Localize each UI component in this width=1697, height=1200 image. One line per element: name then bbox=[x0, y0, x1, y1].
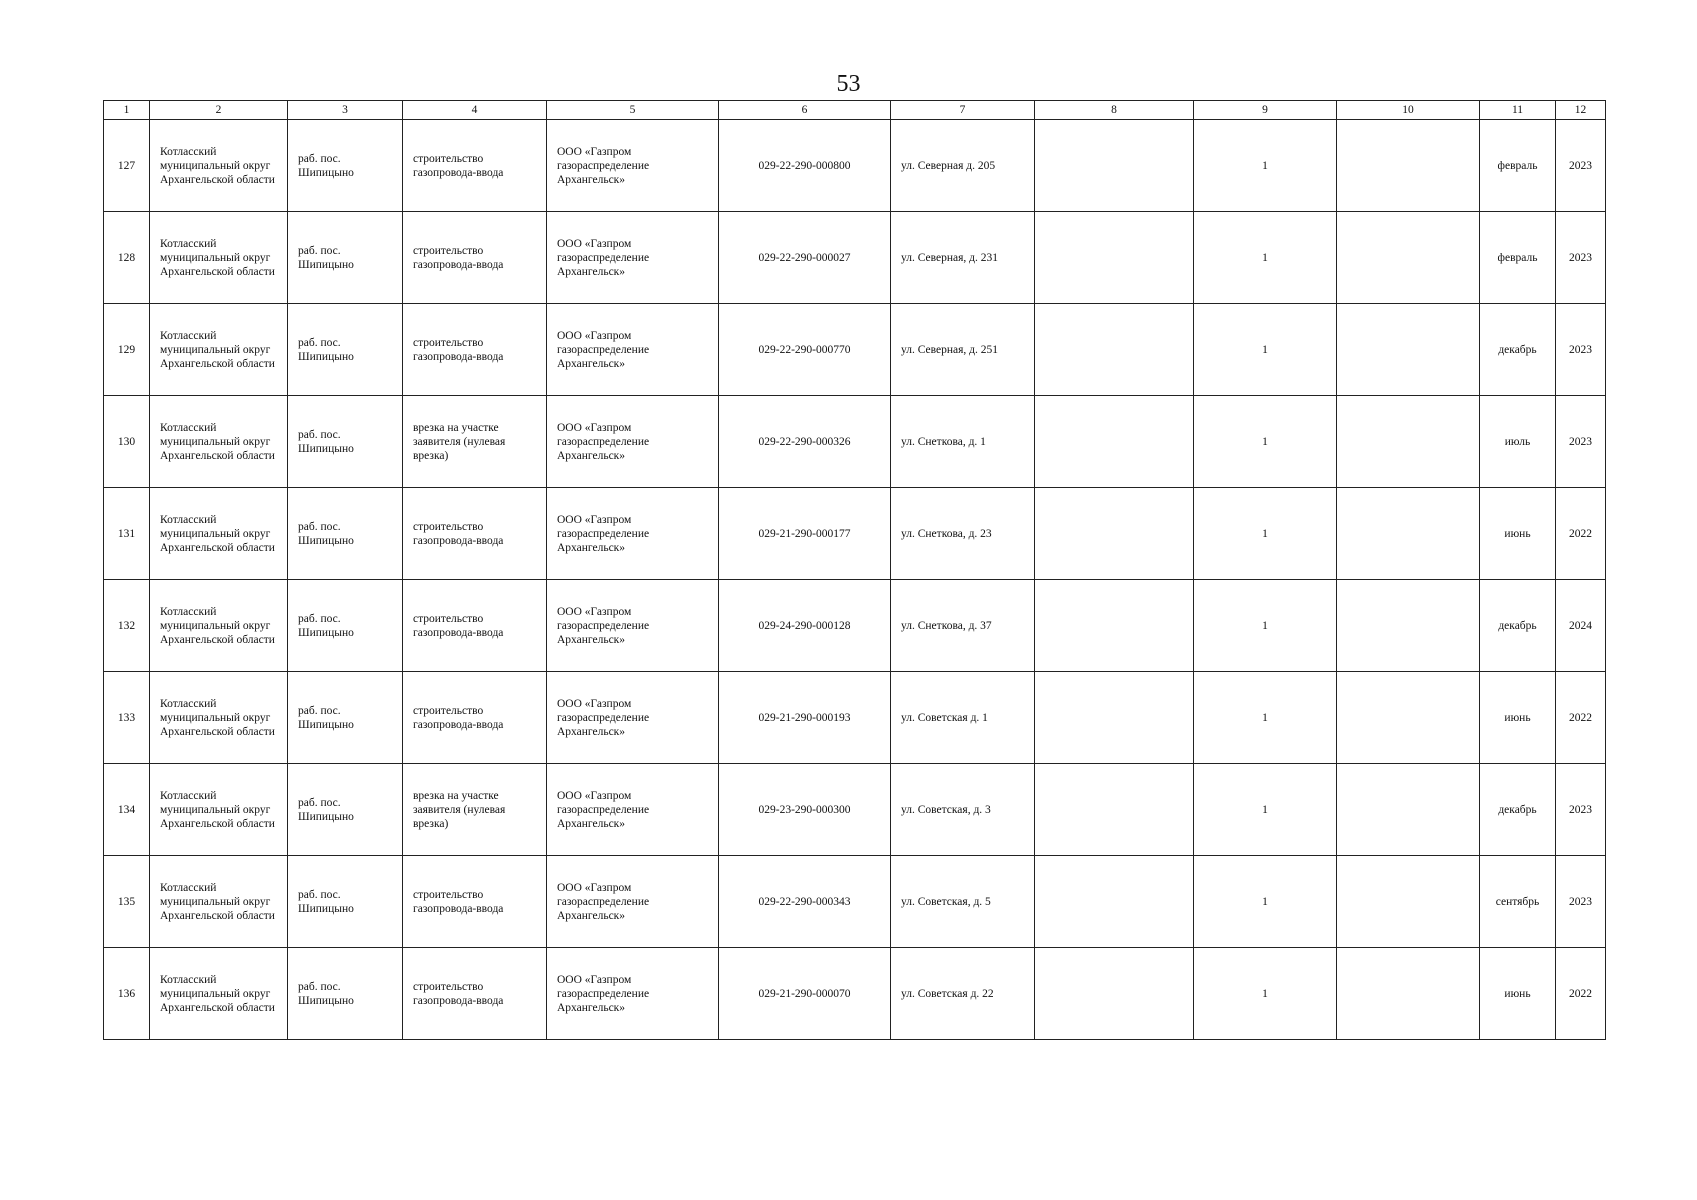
table-row bbox=[104, 396, 1606, 488]
row-number-cell: 128 bbox=[104, 212, 150, 304]
year-cell: 2023 bbox=[1556, 212, 1606, 304]
column-header: 10 bbox=[1337, 101, 1480, 120]
column-10-cell bbox=[1337, 120, 1480, 212]
column-header: 4 bbox=[403, 101, 547, 120]
application-code-cell: 029-22-290-000326 bbox=[719, 396, 891, 488]
count-cell: 1 bbox=[1194, 304, 1337, 396]
locality-cell: раб. пос. Шипицыно bbox=[288, 120, 403, 212]
column-header: 6 bbox=[719, 101, 891, 120]
district-cell: Котласский муниципальный округ Архангельской области bbox=[150, 580, 288, 672]
column-8-cell bbox=[1035, 488, 1194, 580]
work-type-cell: строительство газопровода-ввода bbox=[403, 488, 547, 580]
organization-cell: ООО «Газпром газораспределение Архангельск» bbox=[547, 856, 719, 948]
address-cell: ул. Советская, д. 5 bbox=[891, 856, 1035, 948]
application-code-cell: 029-23-290-000300 bbox=[719, 764, 891, 856]
row-number-cell: 130 bbox=[104, 396, 150, 488]
row-number-cell: 131 bbox=[104, 488, 150, 580]
application-code-cell: 029-22-290-000800 bbox=[719, 120, 891, 212]
month-cell: сентябрь bbox=[1480, 856, 1556, 948]
work-type-cell: строительство газопровода-ввода bbox=[403, 672, 547, 764]
organization-cell: ООО «Газпром газораспределение Архангельск» bbox=[547, 488, 719, 580]
address-cell: ул. Северная, д. 231 bbox=[891, 212, 1035, 304]
application-code-cell: 029-22-290-000343 bbox=[719, 856, 891, 948]
application-code-cell: 029-22-290-000770 bbox=[719, 304, 891, 396]
column-8-cell bbox=[1035, 396, 1194, 488]
count-cell: 1 bbox=[1194, 120, 1337, 212]
work-type-cell: строительство газопровода-ввода bbox=[403, 580, 547, 672]
application-code-cell: 029-21-290-000177 bbox=[719, 488, 891, 580]
month-cell: июнь bbox=[1480, 948, 1556, 1040]
count-cell: 1 bbox=[1194, 396, 1337, 488]
work-type-cell: строительство газопровода-ввода bbox=[403, 212, 547, 304]
work-type-cell: строительство газопровода-ввода bbox=[403, 948, 547, 1040]
organization-cell: ООО «Газпром газораспределение Архангельск» bbox=[547, 212, 719, 304]
month-cell: июнь bbox=[1480, 672, 1556, 764]
district-cell: Котласский муниципальный округ Архангельской области bbox=[150, 120, 288, 212]
locality-cell: раб. пос. Шипицыно bbox=[288, 672, 403, 764]
row-number-cell: 136 bbox=[104, 948, 150, 1040]
column-header: 1 bbox=[104, 101, 150, 120]
row-number-cell: 135 bbox=[104, 856, 150, 948]
column-10-cell bbox=[1337, 856, 1480, 948]
month-cell: февраль bbox=[1480, 120, 1556, 212]
year-cell: 2023 bbox=[1556, 304, 1606, 396]
column-10-cell bbox=[1337, 948, 1480, 1040]
application-code-cell: 029-24-290-000128 bbox=[719, 580, 891, 672]
column-10-cell bbox=[1337, 304, 1480, 396]
column-header: 11 bbox=[1480, 101, 1556, 120]
column-10-cell bbox=[1337, 580, 1480, 672]
row-number-cell: 127 bbox=[104, 120, 150, 212]
column-header: 5 bbox=[547, 101, 719, 120]
column-8-cell bbox=[1035, 948, 1194, 1040]
table-row bbox=[104, 948, 1606, 1040]
year-cell: 2022 bbox=[1556, 672, 1606, 764]
year-cell: 2023 bbox=[1556, 120, 1606, 212]
column-8-cell bbox=[1035, 120, 1194, 212]
work-type-cell: строительство газопровода-ввода bbox=[403, 120, 547, 212]
month-cell: декабрь bbox=[1480, 764, 1556, 856]
organization-cell: ООО «Газпром газораспределение Архангельск» bbox=[547, 304, 719, 396]
address-cell: ул. Снеткова, д. 1 bbox=[891, 396, 1035, 488]
table-row bbox=[104, 672, 1606, 764]
organization-cell: ООО «Газпром газораспределение Архангельск» bbox=[547, 580, 719, 672]
count-cell: 1 bbox=[1194, 580, 1337, 672]
count-cell: 1 bbox=[1194, 948, 1337, 1040]
column-8-cell bbox=[1035, 212, 1194, 304]
table-row bbox=[104, 120, 1606, 212]
column-10-cell bbox=[1337, 764, 1480, 856]
column-10-cell bbox=[1337, 488, 1480, 580]
application-code-cell: 029-22-290-000027 bbox=[719, 212, 891, 304]
locality-cell: раб. пос. Шипицыно bbox=[288, 580, 403, 672]
row-number-cell: 133 bbox=[104, 672, 150, 764]
locality-cell: раб. пос. Шипицыно bbox=[288, 304, 403, 396]
address-cell: ул. Северная д. 205 bbox=[891, 120, 1035, 212]
month-cell: июнь bbox=[1480, 488, 1556, 580]
month-cell: июль bbox=[1480, 396, 1556, 488]
column-8-cell bbox=[1035, 856, 1194, 948]
page-number: 53 bbox=[836, 71, 861, 97]
work-type-cell: врезка на участке заявителя (нулевая врезка) bbox=[403, 764, 547, 856]
locality-cell: раб. пос. Шипицыно bbox=[288, 488, 403, 580]
organization-cell: ООО «Газпром газораспределение Архангельск» bbox=[547, 396, 719, 488]
year-cell: 2024 bbox=[1556, 580, 1606, 672]
year-cell: 2023 bbox=[1556, 764, 1606, 856]
district-cell: Котласский муниципальный округ Архангельской области bbox=[150, 304, 288, 396]
month-cell: декабрь bbox=[1480, 304, 1556, 396]
table-row bbox=[104, 304, 1606, 396]
column-8-cell bbox=[1035, 580, 1194, 672]
register-table bbox=[103, 100, 1606, 1040]
year-cell: 2023 bbox=[1556, 856, 1606, 948]
column-8-cell bbox=[1035, 304, 1194, 396]
row-number-cell: 132 bbox=[104, 580, 150, 672]
column-header: 2 bbox=[150, 101, 288, 120]
district-cell: Котласский муниципальный округ Архангельской области bbox=[150, 396, 288, 488]
column-header: 7 bbox=[891, 101, 1035, 120]
address-cell: ул. Советская д. 22 bbox=[891, 948, 1035, 1040]
column-10-cell bbox=[1337, 396, 1480, 488]
district-cell: Котласский муниципальный округ Архангельской области bbox=[150, 672, 288, 764]
count-cell: 1 bbox=[1194, 856, 1337, 948]
year-cell: 2023 bbox=[1556, 396, 1606, 488]
column-header: 8 bbox=[1035, 101, 1194, 120]
application-code-cell: 029-21-290-000070 bbox=[719, 948, 891, 1040]
count-cell: 1 bbox=[1194, 672, 1337, 764]
work-type-cell: строительство газопровода-ввода bbox=[403, 304, 547, 396]
column-10-cell bbox=[1337, 672, 1480, 764]
address-cell: ул. Северная, д. 251 bbox=[891, 304, 1035, 396]
address-cell: ул. Советская д. 1 bbox=[891, 672, 1035, 764]
column-8-cell bbox=[1035, 764, 1194, 856]
locality-cell: раб. пос. Шипицыно bbox=[288, 396, 403, 488]
application-code-cell: 029-21-290-000193 bbox=[719, 672, 891, 764]
column-header: 12 bbox=[1556, 101, 1606, 120]
work-type-cell: врезка на участке заявителя (нулевая врезка) bbox=[403, 396, 547, 488]
organization-cell: ООО «Газпром газораспределение Архангельск» bbox=[547, 764, 719, 856]
column-number-row bbox=[104, 101, 1606, 120]
organization-cell: ООО «Газпром газораспределение Архангельск» bbox=[547, 948, 719, 1040]
address-cell: ул. Советская, д. 3 bbox=[891, 764, 1035, 856]
locality-cell: раб. пос. Шипицыно bbox=[288, 948, 403, 1040]
year-cell: 2022 bbox=[1556, 488, 1606, 580]
table-body bbox=[104, 120, 1606, 1040]
column-header: 3 bbox=[288, 101, 403, 120]
district-cell: Котласский муниципальный округ Архангельской области bbox=[150, 948, 288, 1040]
count-cell: 1 bbox=[1194, 764, 1337, 856]
locality-cell: раб. пос. Шипицыно bbox=[288, 856, 403, 948]
district-cell: Котласский муниципальный округ Архангельской области bbox=[150, 212, 288, 304]
table-row bbox=[104, 580, 1606, 672]
row-number-cell: 134 bbox=[104, 764, 150, 856]
locality-cell: раб. пос. Шипицыно bbox=[288, 764, 403, 856]
address-cell: ул. Снеткова, д. 37 bbox=[891, 580, 1035, 672]
address-cell: ул. Снеткова, д. 23 bbox=[891, 488, 1035, 580]
year-cell: 2022 bbox=[1556, 948, 1606, 1040]
locality-cell: раб. пос. Шипицыно bbox=[288, 212, 403, 304]
column-header: 9 bbox=[1194, 101, 1337, 120]
month-cell: февраль bbox=[1480, 212, 1556, 304]
district-cell: Котласский муниципальный округ Архангельской области bbox=[150, 856, 288, 948]
column-8-cell bbox=[1035, 672, 1194, 764]
column-10-cell bbox=[1337, 212, 1480, 304]
count-cell: 1 bbox=[1194, 212, 1337, 304]
organization-cell: ООО «Газпром газораспределение Архангельск» bbox=[547, 672, 719, 764]
table-row bbox=[104, 488, 1606, 580]
district-cell: Котласский муниципальный округ Архангельской области bbox=[150, 488, 288, 580]
table-row bbox=[104, 856, 1606, 948]
table-row bbox=[104, 212, 1606, 304]
organization-cell: ООО «Газпром газораспределение Архангельск» bbox=[547, 120, 719, 212]
work-type-cell: строительство газопровода-ввода bbox=[403, 856, 547, 948]
month-cell: декабрь bbox=[1480, 580, 1556, 672]
row-number-cell: 129 bbox=[104, 304, 150, 396]
table-row bbox=[104, 764, 1606, 856]
count-cell: 1 bbox=[1194, 488, 1337, 580]
district-cell: Котласский муниципальный округ Архангельской области bbox=[150, 764, 288, 856]
